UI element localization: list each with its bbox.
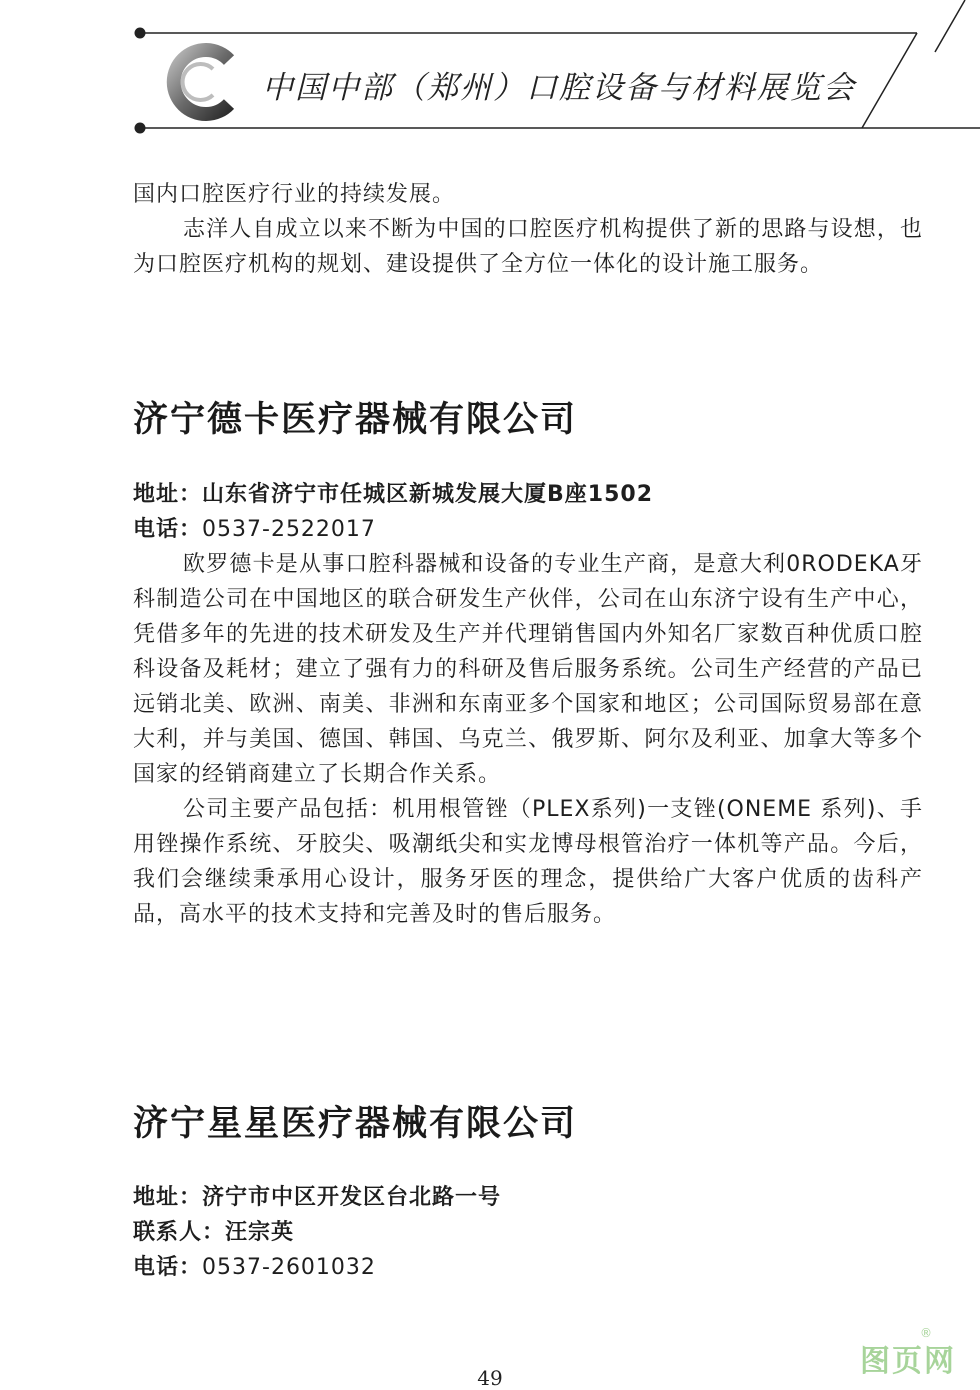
address-value: 山东省济宁市任城区新城发展大厦B座1502 (202, 482, 654, 507)
registered-mark: ® (920, 1326, 932, 1340)
company2-phone (133, 1250, 923, 1285)
address-label: 地址： (133, 1185, 203, 1210)
company2-section (133, 1180, 923, 1285)
company1-name: 济宁德卡医疗器械有限公司 (133, 400, 578, 440)
company1-address (133, 477, 923, 512)
company1-description: 欧罗德卡是从事口腔科器械和设备的专业生产商，是意大利0RODEKA牙科制造公司在中国地区的联合研发生产伙伴，公司在山东济宁设有生产中心，凭借多年的先进的技术研发及生产并代理销售国内外知名厂家数百种优质口腔科设备及耗材；建立了强有力的科研及售后服务系统。公司生产经营的产品已远销北美、欧洲、南美、非洲和东南亚多个国家和地区；公司国际贸易部在意大利，并与美国、德国、韩国、乌克兰、俄罗斯、阿尔及利亚、加拿大等多个国家的经销商建立了长期合作关系。 (133, 552, 923, 787)
address-value: 济宁市中区开发区台北路一号 (202, 1185, 502, 1210)
contact-value: 汪宗英 (225, 1220, 295, 1245)
phone-value: 0537-2522017 (202, 517, 376, 542)
company1-phone (133, 512, 923, 547)
page-number: 49 (477, 1366, 503, 1390)
page-header (0, 0, 980, 150)
company1-products: 公司主要产品包括：机用根管锉（PLEX系列)一支锉(ONEME 系列)、手用锉操作系统、牙胶尖、吸潮纸尖和实龙博母根管治疗一体机等产品。今后，我们会继续秉承用心设计，服务牙医的理念，提供给广大客户优质的齿科产品，高水平的技术支持和完善及时的售后服务。 (133, 797, 923, 927)
contact-label: 联系人： (133, 1220, 226, 1245)
phone-value: 0537-2601032 (202, 1255, 376, 1280)
c-logo-icon (174, 50, 229, 114)
watermark-logo: 图页网 (860, 1344, 956, 1379)
company1-section (133, 477, 923, 932)
intro-paragraph: 志洋人自成立以来不断为中国的口腔医疗机构提供了新的思路与设想，也为口腔医疗机构的规划、建设提供了全方位一体化的设计施工服务。 (133, 217, 923, 277)
company2-address (133, 1180, 923, 1215)
phone-label: 电话： (133, 1255, 203, 1280)
intro-line: 国内口腔医疗行业的持续发展。 (133, 182, 456, 207)
address-label: 地址： (133, 482, 203, 507)
intro-section (133, 177, 923, 282)
phone-label: 电话： (133, 517, 203, 542)
company2-name: 济宁星星医疗器械有限公司 (133, 1104, 578, 1144)
company2-contact (133, 1215, 923, 1250)
exhibition-title: 中国中部（郑州）口腔设备与材料展览会 (262, 70, 856, 106)
